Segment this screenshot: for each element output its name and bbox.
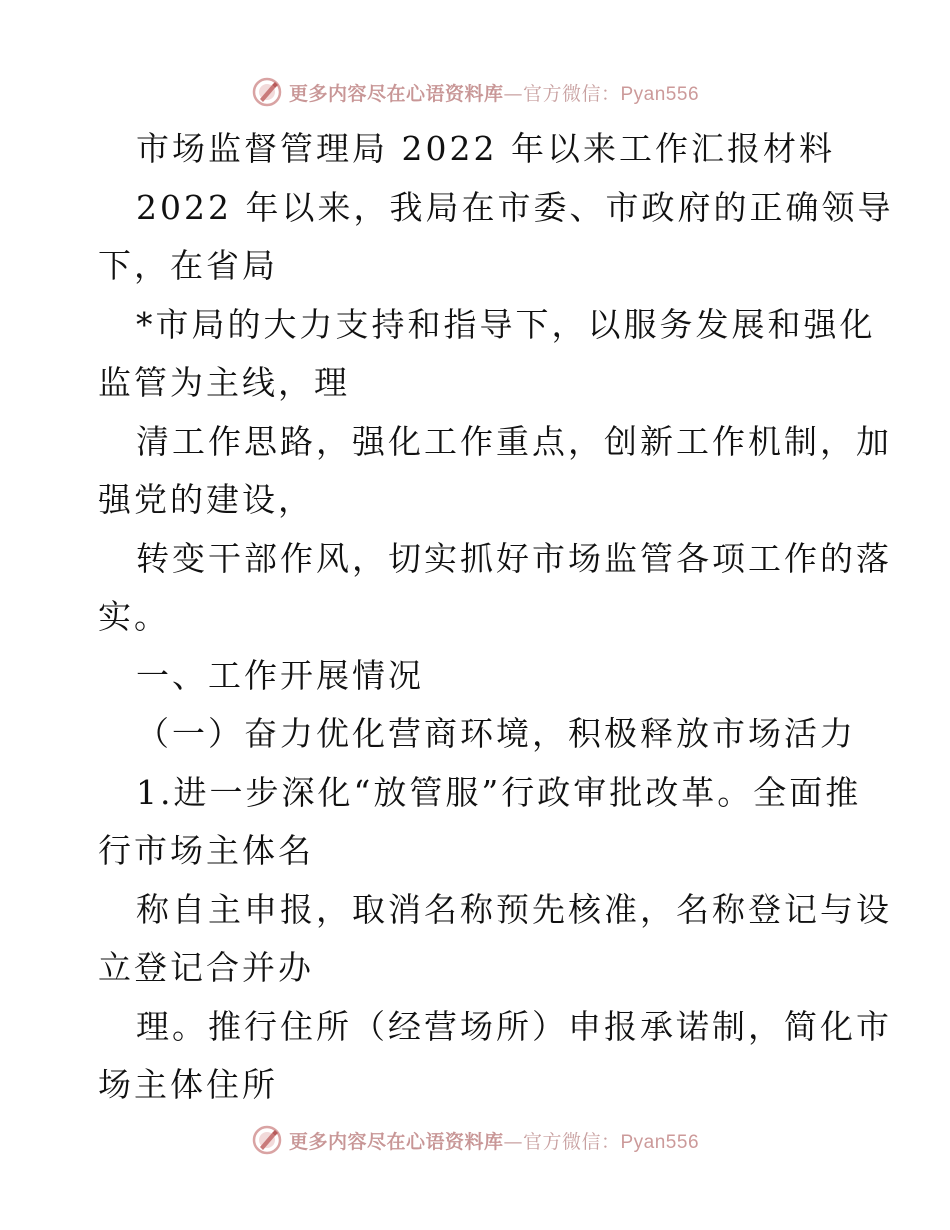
text-line: 场主体住所 xyxy=(98,1065,278,1104)
watermark-text xyxy=(289,79,699,106)
text-line: *市局的大力支持和指导下，以服务发展和强化 xyxy=(136,304,876,344)
text-line: 立登记合并办 xyxy=(98,948,314,987)
text-line: （一）奋力优化营商环境，积极释放市场活力 xyxy=(136,714,856,753)
watermark-wechat-label: 官方微信： xyxy=(522,1130,621,1153)
text-line: 理。推行住所（经营场所）申报承诺制，简化市 xyxy=(136,1006,892,1046)
text-line: 监管为主线，理 xyxy=(98,363,350,402)
watermark-separator: — xyxy=(503,82,523,105)
text-line: 转变干部作风，切实抓好市场监管各项工作的落 xyxy=(136,538,892,578)
watermark-text xyxy=(289,1127,699,1154)
watermark-wechat-id: Pyan556 xyxy=(620,83,700,105)
text-line: 实。 xyxy=(98,597,170,636)
watermark-wechat-label: 官方微信： xyxy=(522,82,621,105)
watermark-brand: 更多内容尽在心语资料库 xyxy=(288,1130,504,1153)
header-watermark xyxy=(0,72,950,112)
watermark-brand: 更多内容尽在心语资料库 xyxy=(288,82,504,105)
text-line: 1.进一步深化“放管服”行政审批改革。全面推 xyxy=(136,772,862,812)
pen-seal-icon xyxy=(251,76,283,108)
document-body xyxy=(98,120,894,1115)
text-line: 强党的建设， xyxy=(98,480,314,519)
text-line: 称自主申报，取消名称预先核准，名称登记与设 xyxy=(136,889,892,929)
text-line: 下，在省局 xyxy=(98,246,278,285)
text-line: 一、工作开展情况 xyxy=(136,655,424,695)
footer-watermark xyxy=(0,1120,950,1160)
pen-seal-icon xyxy=(251,1124,283,1156)
text-line: 市场监督管理局 2022 年以来工作汇报材料 xyxy=(136,129,835,168)
text-line: 清工作思路，强化工作重点，创新工作机制，加 xyxy=(136,421,892,461)
text-line: 行市场主体名 xyxy=(98,831,314,870)
watermark-separator: — xyxy=(503,1130,523,1153)
text-line: 2022 年以来，我局在市委、市政府的正确领导 xyxy=(136,187,894,227)
watermark-wechat-id: Pyan556 xyxy=(620,1131,700,1153)
